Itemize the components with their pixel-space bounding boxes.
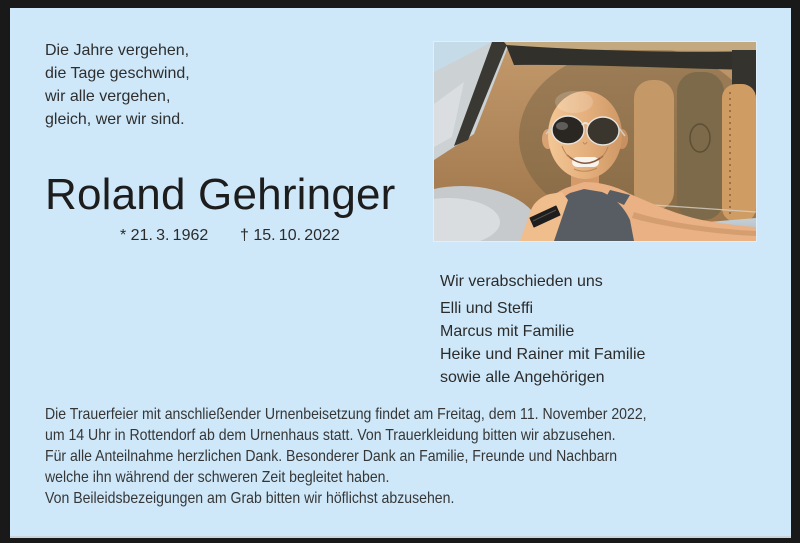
- portrait-illustration: [434, 42, 756, 241]
- poem-line: wir alle vergehen,: [45, 88, 171, 105]
- mourners-list: [440, 297, 645, 389]
- deceased-name: Roland Gehringer: [45, 170, 396, 219]
- mourner-line: Heike und Rainer mit Familie: [440, 346, 646, 363]
- announcement-line: um 14 Uhr in Rottendorf ab dem Urnenhaus statt. Von Trauerkleidung bitten wir abzusehen.: [45, 427, 616, 444]
- poem-line: gleich, wer wir sind.: [45, 111, 185, 128]
- announcement-line: Von Beileidsbezeigungen am Grab bitten wir höflichst abzusehen.: [45, 490, 455, 507]
- poem: [45, 39, 190, 131]
- announcement-line: Für alle Anteilnahme herzlichen Dank. Besonderer Dank an Familie, Freunde und Nachbarn: [45, 448, 618, 465]
- poem-line: die Tage geschwind,: [45, 65, 190, 82]
- birth-date: * 21. 3. 1962: [120, 227, 209, 244]
- headrest-center: [677, 72, 724, 220]
- life-dates: [10, 227, 430, 247]
- announcement-line: Die Trauerfeier mit anschließender Urnenbeisetzung findet am Freitag, dem 11. November 2022,: [45, 406, 647, 423]
- seat-side-right: [722, 84, 756, 222]
- death-date: † 15. 10. 2022: [240, 227, 340, 244]
- announcement-line: welche ihn während der schweren Zeit begleitet haben.: [45, 469, 390, 486]
- mourner-line: Elli und Steffi: [440, 300, 534, 317]
- portrait-photo: [434, 42, 756, 241]
- mourner-line: sowie alle Angehörigen: [440, 369, 605, 386]
- headrest-left: [634, 80, 674, 210]
- farewell-heading: Wir verabschieden uns: [440, 273, 603, 290]
- head-highlight: [555, 91, 593, 113]
- mourner-line: Marcus mit Familie: [440, 323, 575, 340]
- card-background: [10, 8, 791, 536]
- funeral-announcement: [45, 404, 714, 509]
- poem-line: Die Jahre vergehen,: [45, 42, 190, 59]
